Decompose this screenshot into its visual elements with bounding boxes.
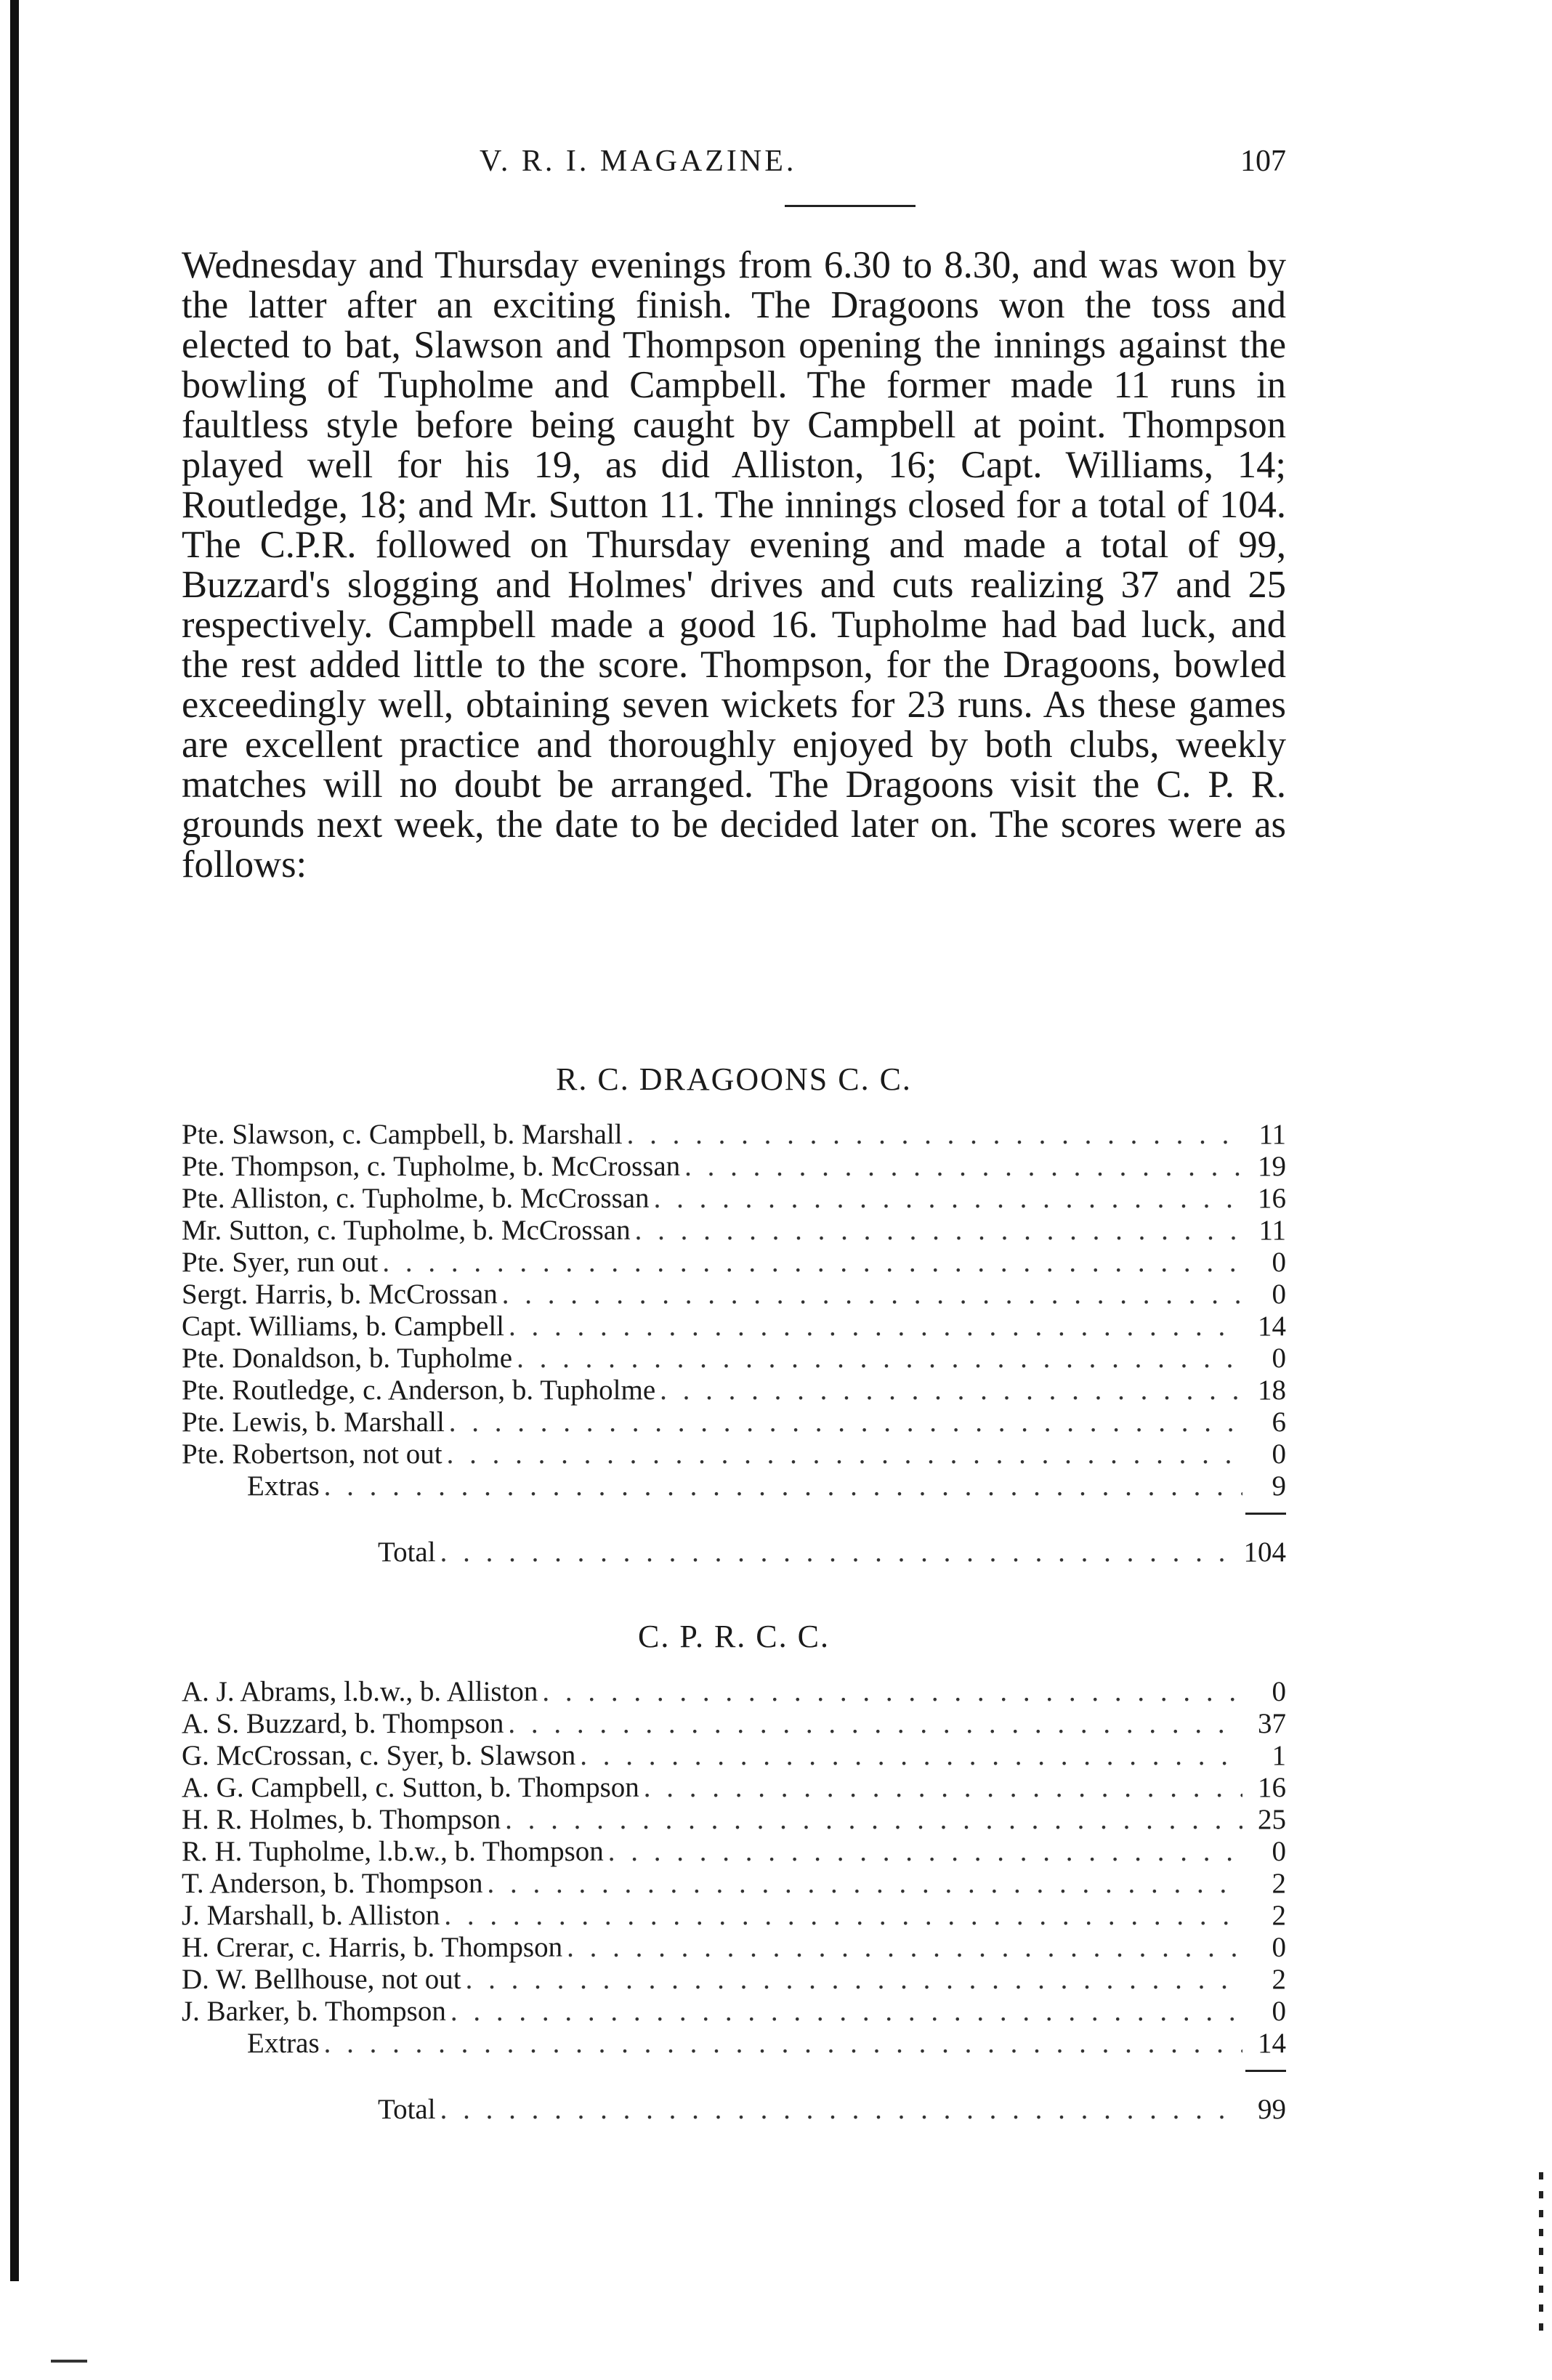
batsman-entry: A. G. Campbell, c. Sutton, b. Thompson xyxy=(182,1772,639,1803)
dragoons-row xyxy=(182,1183,1286,1215)
batsman-entry: Pte. Robertson, not out xyxy=(182,1438,442,1470)
batsman-entry: J. Marshall, b. Alliston xyxy=(182,1900,440,1931)
cpr-row xyxy=(182,1868,1286,1900)
batsman-entry: Extras xyxy=(247,1470,320,1502)
batsman-entry: J. Barker, b. Thompson xyxy=(182,1996,446,2027)
runs-value: 0 xyxy=(1272,1343,1286,1374)
batsman-entry: Capt. Williams, b. Campbell xyxy=(182,1311,505,1342)
batsman-entry: H. R. Holmes, b. Thompson xyxy=(182,1804,501,1835)
article-paragraph: Wednesday and Thursday evenings from 6.30 to 8.30, and was won by the latter after an exciting finish. The Dragoons won the toss and elected to bat, Slawson and Thompson opening the innings against the bowling of Tupholme and Campbell. The former made 11 runs in faultless style before being caught by Campbell at point. Thompson played well for his 19, as did Alliston, 16; Capt. Williams, 14; Routledge, 18; and Mr. Sutton 11. The innings closed for a total of 104. The C.P.R. followed on Thursday evening and made a total of 99, Buzzard's slogging and Holmes' drives and cuts realizing 37 and 25 respectively. Campbell made a good 16. Tupholme had bad luck, and the rest added little to the score. Thompson, for the Dragoons, bowled exceedingly well, obtaining seven wickets for 23 runs. As these games are excellent practice and thoroughly enjoyed by both clubs, weekly matches will no doubt be arranged. The Dragoons visit the C. P. R. grounds next week, the date to be decided later on. The scores were as follows: xyxy=(182,244,1286,886)
dragoons-extras-row xyxy=(182,1470,1286,1502)
runs-value: 9 xyxy=(1272,1470,1286,1502)
dot-leader xyxy=(654,1183,1242,1215)
dot-leader xyxy=(502,1279,1242,1311)
dot-leader xyxy=(660,1375,1242,1406)
runs-value: 25 xyxy=(1258,1804,1286,1835)
batsman-entry: Total xyxy=(378,2094,436,2125)
dragoons-row xyxy=(182,1151,1286,1183)
total-rule xyxy=(1245,1513,1286,1515)
batsman-entry: Total xyxy=(378,1537,436,1568)
runs-value: 37 xyxy=(1258,1708,1286,1739)
dot-leader xyxy=(684,1151,1242,1183)
cpr-extras-row xyxy=(182,2028,1286,2060)
batsman-entry: R. H. Tupholme, l.b.w., b. Thompson xyxy=(182,1836,604,1867)
runs-value: 11 xyxy=(1258,1119,1286,1150)
runs-value: 0 xyxy=(1272,1438,1286,1470)
runs-value: 14 xyxy=(1258,1311,1286,1342)
magazine-title: V. R. I. MAGAZINE. xyxy=(480,145,797,178)
scan-edge-left xyxy=(10,0,19,2281)
total-rule xyxy=(1245,2070,1286,2072)
cpr-row xyxy=(182,1772,1286,1804)
runs-value: 1 xyxy=(1272,1740,1286,1771)
runs-value: 0 xyxy=(1272,1932,1286,1963)
dot-leader xyxy=(567,1932,1242,1964)
batsman-entry: T. Anderson, b. Thompson xyxy=(182,1868,483,1899)
dot-leader xyxy=(449,1406,1242,1438)
runs-value: 2 xyxy=(1272,1900,1286,1931)
cpr-scorecard xyxy=(182,1676,1286,2126)
runs-value: 18 xyxy=(1258,1375,1286,1406)
batsman-entry: Pte. Donaldson, b. Tupholme xyxy=(182,1343,513,1374)
batsman-entry: A. J. Abrams, l.b.w., b. Alliston xyxy=(182,1676,538,1707)
page xyxy=(182,138,1286,2125)
batsman-entry: Pte. Alliston, c. Tupholme, b. McCrossan xyxy=(182,1183,650,1214)
batsman-entry: Pte. Routledge, c. Anderson, b. Tupholme xyxy=(182,1375,656,1406)
scan-mark xyxy=(51,2360,87,2363)
dragoons-row xyxy=(182,1311,1286,1343)
runs-value: 16 xyxy=(1258,1183,1286,1214)
dragoons-row xyxy=(182,1215,1286,1247)
cpr-row xyxy=(182,1996,1286,2028)
batsman-entry: Mr. Sutton, c. Tupholme, b. McCrossan xyxy=(182,1215,631,1246)
dot-leader xyxy=(627,1119,1242,1151)
dot-leader xyxy=(508,1708,1242,1740)
batsman-entry: A. S. Buzzard, b. Thompson xyxy=(182,1708,504,1739)
runs-value: 2 xyxy=(1272,1964,1286,1995)
dragoons-row xyxy=(182,1438,1286,1470)
batsman-entry: Pte. Thompson, c. Tupholme, b. McCrossan xyxy=(182,1151,681,1182)
dragoons-row xyxy=(182,1343,1286,1375)
dot-leader xyxy=(505,1804,1242,1836)
dragoons-heading: R. C. DRAGOONS C. C. xyxy=(556,1061,912,1097)
dragoons-total-row xyxy=(182,1537,1286,1569)
dragoons-row xyxy=(182,1247,1286,1279)
cpr-row xyxy=(182,1676,1286,1708)
batsman-entry: Extras xyxy=(247,2028,320,2059)
dot-leader xyxy=(440,1537,1240,1569)
dot-leader xyxy=(447,1438,1242,1470)
cpr-total-row xyxy=(182,2094,1286,2126)
scan-edge-right xyxy=(1539,2172,1543,2339)
dragoons-scorecard xyxy=(182,1119,1286,1569)
dot-leader xyxy=(542,1676,1242,1708)
runs-value: 16 xyxy=(1258,1772,1286,1803)
cpr-row xyxy=(182,1836,1286,1868)
runs-value: 14 xyxy=(1258,2028,1286,2059)
dragoons-row xyxy=(182,1279,1286,1311)
cpr-row xyxy=(182,1964,1286,1996)
cpr-row xyxy=(182,1804,1286,1836)
cpr-row xyxy=(182,1708,1286,1740)
cpr-row xyxy=(182,1900,1286,1932)
dot-leader xyxy=(608,1836,1242,1868)
runs-value: 99 xyxy=(1258,2094,1286,2125)
dot-leader xyxy=(466,1964,1242,1996)
batsman-entry: Pte. Syer, run out xyxy=(182,1247,379,1278)
batsman-entry: G. McCrossan, c. Syer, b. Slawson xyxy=(182,1740,576,1771)
batsman-entry: D. W. Bellhouse, not out xyxy=(182,1964,461,1995)
dot-leader xyxy=(635,1215,1242,1247)
dot-leader xyxy=(450,1996,1242,2028)
runs-value: 104 xyxy=(1243,1537,1286,1568)
cpr-heading: C. P. R. C. C. xyxy=(638,1619,830,1654)
dragoons-row xyxy=(182,1406,1286,1438)
batsman-entry: Sergt. Harris, b. McCrossan xyxy=(182,1279,498,1310)
runs-value: 0 xyxy=(1272,1996,1286,2027)
dot-leader xyxy=(440,2094,1242,2126)
runs-value: 0 xyxy=(1272,1247,1286,1278)
dot-leader xyxy=(509,1311,1242,1343)
dot-leader xyxy=(382,1247,1242,1279)
dot-leader xyxy=(580,1740,1242,1772)
runs-value: 0 xyxy=(1272,1279,1286,1310)
runs-value: 0 xyxy=(1272,1836,1286,1867)
dragoons-row xyxy=(182,1119,1286,1151)
batsman-entry: Pte. Slawson, c. Campbell, b. Marshall xyxy=(182,1119,623,1150)
header-rule xyxy=(785,205,916,207)
dot-leader xyxy=(517,1343,1242,1375)
cpr-row xyxy=(182,1740,1286,1772)
cpr-row xyxy=(182,1932,1286,1964)
runs-value: 19 xyxy=(1258,1151,1286,1182)
page-number: 107 xyxy=(1240,145,1286,178)
dot-leader xyxy=(324,1470,1242,1502)
running-header xyxy=(182,138,1286,189)
dot-leader xyxy=(324,2028,1242,2060)
dot-leader xyxy=(488,1868,1242,1900)
batsman-entry: Pte. Lewis, b. Marshall xyxy=(182,1406,445,1438)
runs-value: 2 xyxy=(1272,1868,1286,1899)
runs-value: 0 xyxy=(1272,1676,1286,1707)
dragoons-row xyxy=(182,1375,1286,1406)
dot-leader xyxy=(444,1900,1242,1932)
runs-value: 11 xyxy=(1258,1215,1286,1246)
batsman-entry: H. Crerar, c. Harris, b. Thompson xyxy=(182,1932,563,1963)
runs-value: 6 xyxy=(1272,1406,1286,1438)
dot-leader xyxy=(644,1772,1242,1804)
